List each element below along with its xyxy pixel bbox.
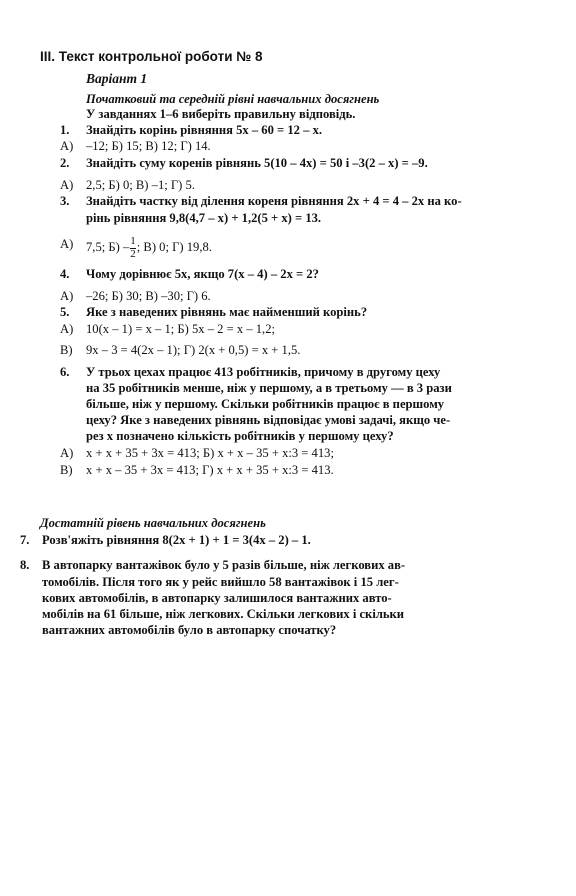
- task-2-answers: [40, 177, 540, 193]
- task-6-answers-2: [40, 462, 540, 478]
- task-8: [20, 557, 540, 573]
- task-text-line-1: В автопарку вантажівок було у 5 разів більше, ніж легкових ав-: [42, 558, 406, 572]
- task-7: [20, 532, 540, 548]
- level2-heading: Достатній рівень навчальних досягнень: [40, 516, 266, 530]
- task-3-cont: [40, 210, 540, 226]
- task-text: Знайдіть суму коренів рівнянь 5(10 – 4x) = 50 і –3(2 – x) = –9.: [86, 156, 428, 170]
- answer-options: –12; Б) 15; В) 12; Г) 14.: [86, 139, 211, 153]
- task-text: Чому дорівнює 5x, якщо 7(x – 4) – 2x = 2?: [86, 267, 319, 281]
- task-2: [40, 155, 540, 171]
- task-number: 2.: [60, 156, 70, 170]
- task-text-line-2: томобілів. Після того як у рейс вийшло 58 вантажівок і 15 лег-: [42, 575, 399, 589]
- task-text: Розв'яжіть рівняння 8(2x + 1) + 1 = 3(4x – 2) – 1.: [42, 533, 311, 547]
- task-number: 3.: [60, 194, 70, 208]
- answer-options: x + x – 35 + 3x = 413; Г) x + x + 35 + x:3 = 413.: [86, 463, 334, 477]
- task-number: 7.: [20, 533, 30, 547]
- fraction: [130, 236, 136, 260]
- answer-options: 9x – 3 = 4(2x – 1); Г) 2(x + 0,5) = x + 1,5.: [86, 343, 301, 357]
- task-6-answers-1: [40, 445, 540, 461]
- task-number: 5.: [60, 305, 70, 319]
- variant-heading: Варіант 1: [86, 71, 148, 86]
- answer-options: 10(x – 1) = x – 1; Б) 5x – 2 = x – 1,2;: [86, 322, 275, 336]
- level1-heading: Початковий та середній рівні навчальних досягнень: [86, 92, 380, 106]
- task-6: [40, 364, 540, 380]
- task-text-line-3: більше, ніж у першому. Скільки робітників працює в першому: [86, 397, 445, 411]
- page-title: III. Текст контрольної роботи № 8: [40, 49, 263, 64]
- answer-label: А): [60, 237, 74, 251]
- task-number: 8.: [20, 558, 30, 572]
- task-3-answers: [40, 236, 540, 260]
- answer-options: [86, 236, 540, 260]
- task-number: 6.: [60, 365, 70, 379]
- answer-label: В): [60, 343, 73, 357]
- task-number: 4.: [60, 267, 70, 281]
- task-5: [40, 304, 540, 320]
- task-4-answers: [40, 288, 540, 304]
- task-text-line-4: цеху? Яке з наведених рівнянь відповідає умові задачі, якщо че-: [86, 413, 451, 427]
- task-text-line-4: мобілів на 61 більше, ніж легкових. Скільки легкових і скільки: [42, 607, 405, 621]
- task-text: Яке з наведених рівнянь має найменший корінь?: [86, 305, 368, 319]
- fraction-numerator: 1: [130, 235, 136, 247]
- answer-options: x + x + 35 + 3x = 413; Б) x + x – 35 + x:3 = 413;: [86, 446, 334, 460]
- fraction-denominator: 2: [130, 247, 136, 260]
- task-text-line-1: Знайдіть частку від ділення кореня рівняння 2x + 4 = 4 – 2x на ко-: [86, 194, 462, 208]
- answer-label: В): [60, 463, 73, 477]
- task-5-answers-2: [40, 342, 540, 358]
- answer-options: –26; Б) 30; В) –30; Г) 6.: [86, 289, 211, 303]
- task-text-line-2: рінь рівняння 9,8(4,7 – x) + 1,2(5 + x) = 13.: [86, 211, 322, 225]
- task-text-line-5: вантажних автомобілів було в автопарку спочатку?: [42, 623, 337, 637]
- task-5-answers-1: [40, 321, 540, 337]
- answer-options: 2,5; Б) 0; В) –1; Г) 5.: [86, 178, 195, 192]
- answer-label: А): [60, 322, 74, 336]
- answer-label: А): [60, 446, 74, 460]
- answer-part-b: ; В) 0; Г) 19,8.: [136, 239, 212, 254]
- task-1: [40, 122, 540, 138]
- task-4: [40, 266, 540, 282]
- answer-label: А): [60, 178, 74, 192]
- answer-part-a: 7,5; Б) –: [86, 239, 130, 254]
- answer-label: А): [60, 289, 74, 303]
- instruction: У завданнях 1–6 виберіть правильну відповідь.: [86, 107, 356, 121]
- task-1-answers: [40, 138, 540, 154]
- task-text-line-3: кових автомобілів, в автопарку залишилося вантажних авто-: [42, 591, 392, 605]
- task-text-line-5: рез x позначено кількість робітників у першому цеху?: [86, 429, 394, 443]
- answer-label: А): [60, 139, 74, 153]
- task-number: 1.: [60, 123, 70, 137]
- task-text-line-2: на 35 робітників менше, ніж у першому, а в третьому — в 3 рази: [86, 381, 452, 395]
- task-text: Знайдіть корінь рівняння 5x – 60 = 12 – x.: [86, 123, 323, 137]
- task-3: [40, 193, 540, 209]
- task-text-line-1: У трьох цехах працює 413 робітників, причому в другому цеху: [86, 365, 441, 379]
